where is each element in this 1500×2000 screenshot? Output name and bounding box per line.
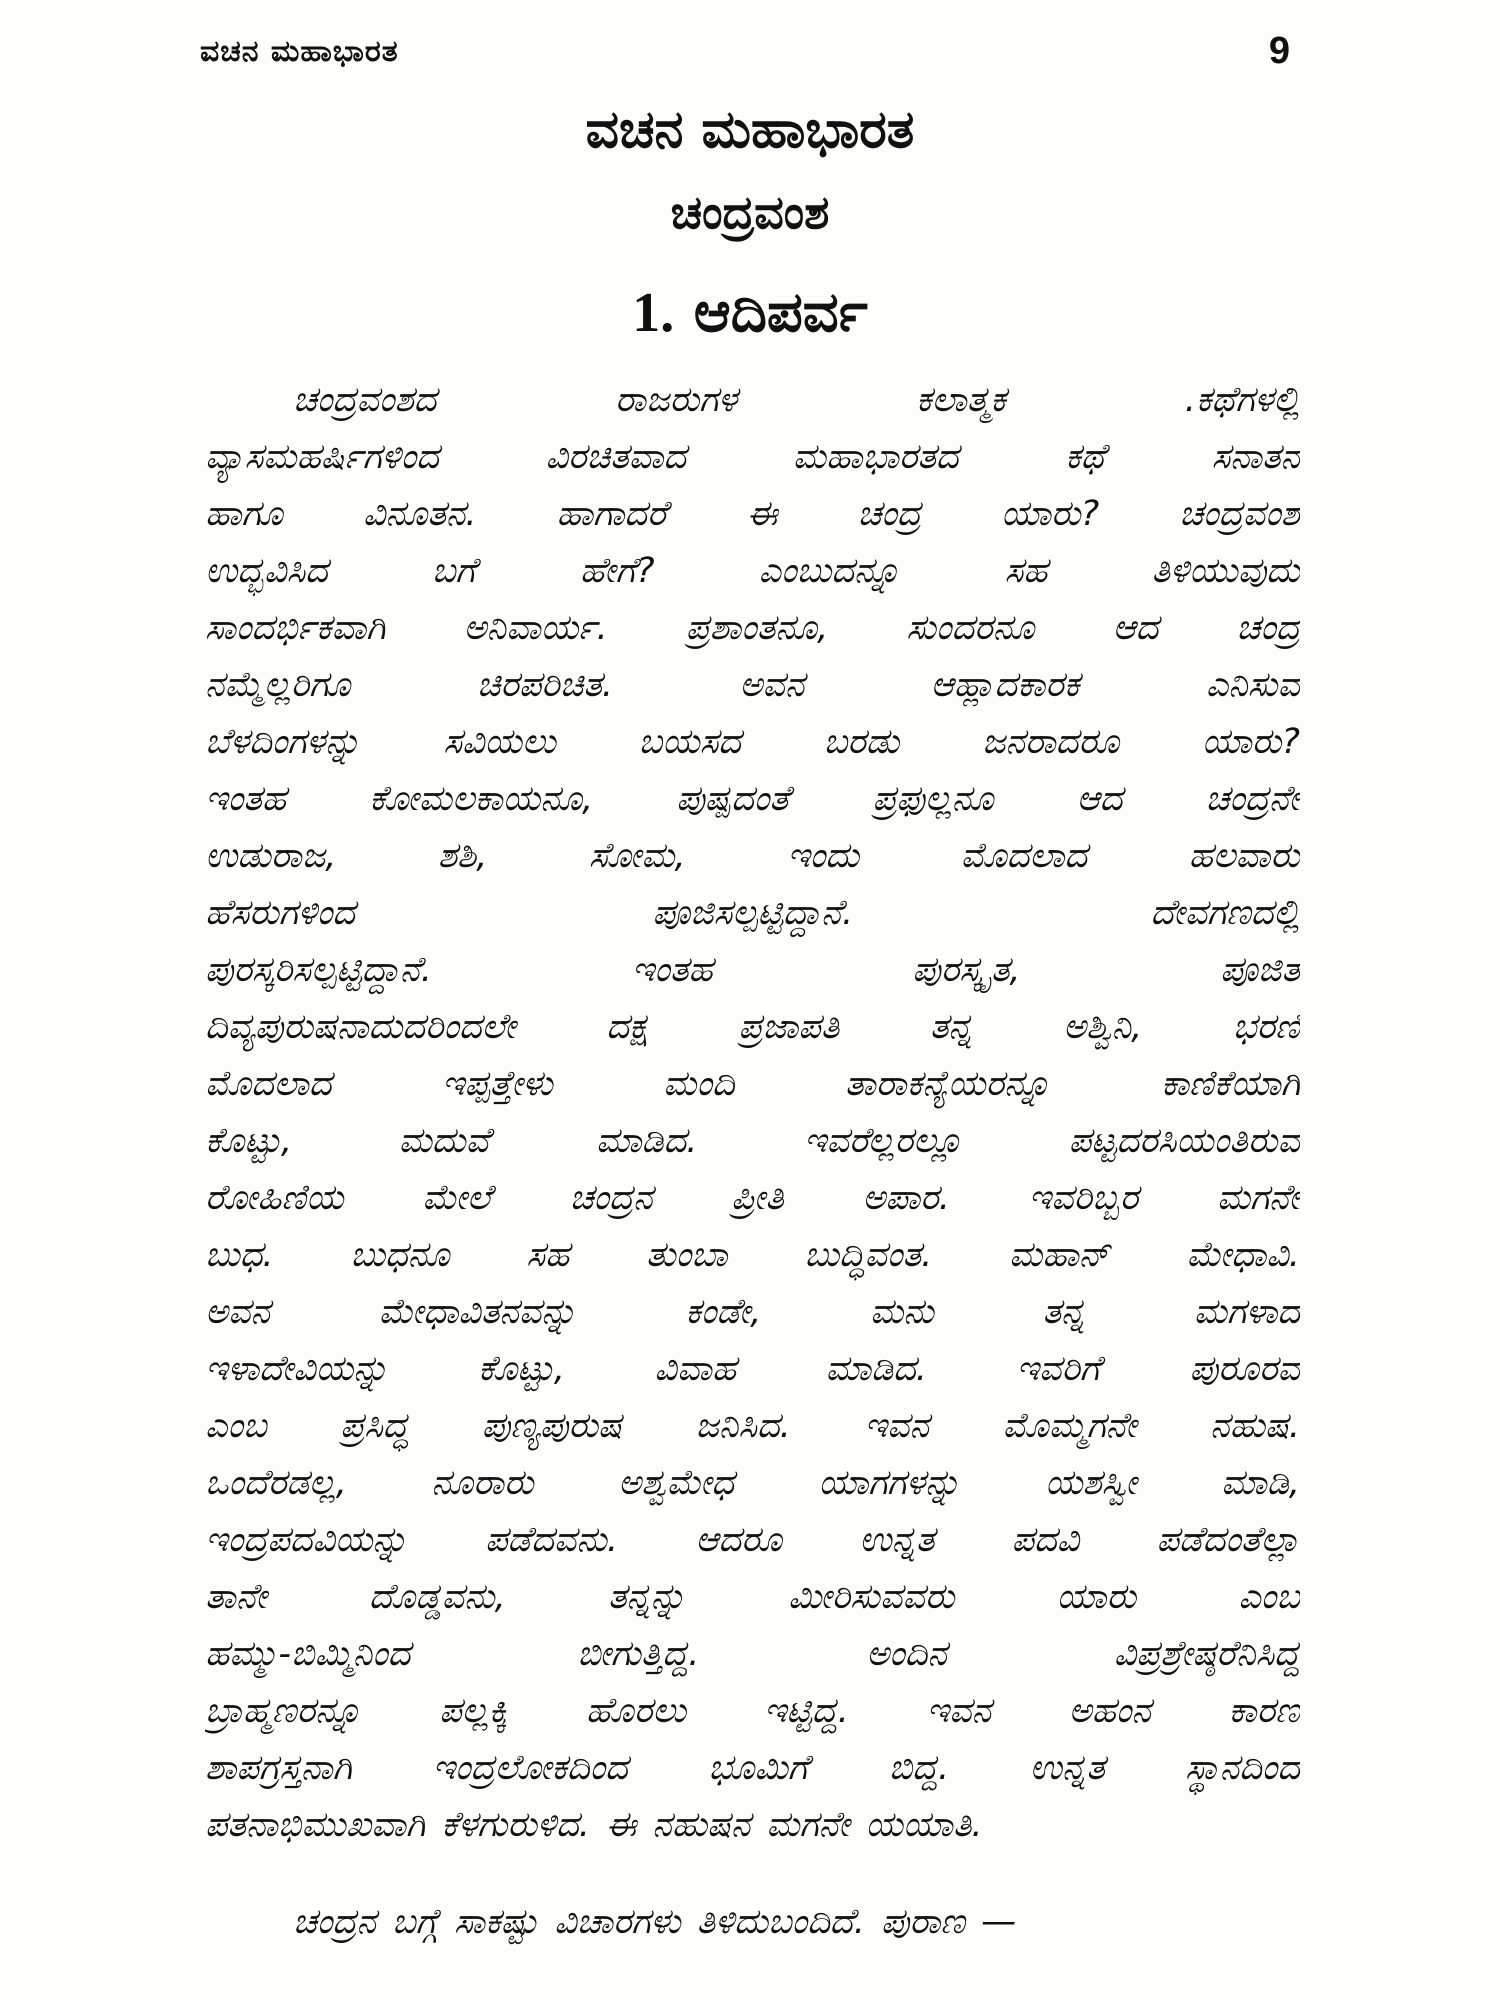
- word: ಪಲ್ಲಕ್ಕಿ: [439, 1691, 509, 1731]
- word: ಮೀರಿಸುವವರು: [788, 1577, 955, 1617]
- word: ಅಹಂನ: [1068, 1691, 1151, 1731]
- word: ನಹುಷ.: [1210, 1406, 1300, 1446]
- paragraph-1: [205, 372, 1300, 1854]
- word: ಬಗೆ: [431, 551, 476, 591]
- word: ಕಂಡೇ,: [685, 1292, 762, 1332]
- word: ಮೇಲೆ: [422, 1178, 492, 1218]
- word: ಬ್ರಾಹ್ಮಣರನ್ನೂ: [205, 1691, 362, 1731]
- text-line: [205, 1398, 1300, 1455]
- word: ಪೂಜಿಸಲ್ಪಟ್ಟಿದ್ದಾನೆ.: [652, 893, 854, 933]
- word: ಇವರಿಬ್ಬರ: [1028, 1178, 1139, 1218]
- word: ಪದವಿ: [1011, 1520, 1080, 1560]
- word: ಎಂಬುದನ್ನೂ: [758, 551, 901, 591]
- word: ವಿನೂತನ.: [362, 494, 477, 534]
- word: ಜನಿಸಿದ.: [695, 1406, 791, 1446]
- word: ಅವನ: [205, 1292, 270, 1332]
- word: ಬುಧ.: [205, 1235, 274, 1275]
- word: ಸುಂದರನೂ: [906, 608, 1035, 648]
- word: ಮದುವೆ: [398, 1121, 490, 1161]
- word: ಹೇಗೆ?: [579, 551, 655, 591]
- word: ಕಾಣಿಕೆಯಾಗಿ: [1160, 1064, 1300, 1104]
- word: ಮೊಮ್ಮಗನೇ: [1002, 1406, 1137, 1446]
- word: ರಾಜರುಗಳ: [615, 380, 738, 420]
- text-line: [205, 885, 1300, 942]
- word: ಶಾಪಗ್ರಸ್ತನಾಗಿ: [205, 1748, 352, 1788]
- running-header: [200, 30, 1300, 80]
- text-line: [205, 1455, 1300, 1512]
- word: ಯಾಗಗಳನ್ನು: [818, 1463, 961, 1503]
- word: ಅವನ: [739, 665, 805, 705]
- word: ಇಂತಹ: [631, 950, 713, 990]
- word: ಸಾಕಷ್ಟು: [454, 1902, 539, 1942]
- chapter-name: ಆದಿಪರ್ವ: [693, 280, 868, 345]
- word: ವಿಚಾರಗಳು: [554, 1902, 681, 1942]
- word: ಉಡುರಾಜ,: [205, 836, 337, 876]
- word: ಆದರೂ: [695, 1520, 782, 1560]
- word: ಇವರಿಗೆ: [1016, 1349, 1101, 1389]
- word: ಹೆಸರುಗಳಿಂದ: [205, 893, 356, 933]
- word: ಬುದ್ಧಿವಂತ.: [804, 1235, 933, 1275]
- word: ವ್ಯಾಸಮಹರ್ಷಿಗಳಿಂದ: [205, 437, 439, 477]
- word: ಮಹಾನ್: [1009, 1235, 1110, 1275]
- word: ಚಂದ್ರನ: [293, 1902, 377, 1942]
- word: ಮೇಧಾವಿತನವನ್ನು: [378, 1292, 577, 1332]
- word: —: [981, 1902, 1017, 1942]
- text-line: [205, 771, 1300, 828]
- word: ತನ್ನ: [1042, 1292, 1086, 1332]
- word: ಚಂದ್ರನೇ: [1205, 779, 1300, 819]
- word: ಇವರೆಲ್ಲರಲ್ಲೂ: [803, 1121, 963, 1161]
- word: ಪ್ರಶಾಂತನೂ,: [685, 608, 829, 648]
- word: ಈ: [605, 1805, 637, 1845]
- word: ಚಂದ್ರವಂಶ: [1179, 494, 1300, 534]
- word: ಚಂದ್ರ: [1236, 608, 1300, 648]
- word: ಚಿರಪರಿಚಿತ.: [476, 665, 613, 705]
- word: ಯಾರು?: [1001, 494, 1100, 534]
- text-line: [205, 372, 1300, 429]
- text-line: [205, 1626, 1300, 1683]
- word: ತಾರಾಕನ್ಯೆಯರನ್ನೂ: [844, 1064, 1051, 1104]
- word: ಮೊದಲಾದ: [960, 836, 1088, 876]
- word: ಮಗಳಾದ: [1193, 1292, 1300, 1332]
- word: ಪುರಸ್ಕರಿಸಲ್ಪಟ್ಟಿದ್ದಾನೆ.: [205, 950, 432, 990]
- word: ಎಂಬ: [205, 1406, 267, 1446]
- word: ಕೋಮಲಕಾಯನೂ,: [369, 779, 594, 819]
- word: ಮಾಡಿದ.: [825, 1349, 927, 1389]
- word: ಪ್ರಜಾಪತಿ: [738, 1007, 840, 1047]
- word: ಹಮ್ಮು-ಬಿಮ್ಮಿನಿಂದ: [205, 1634, 411, 1674]
- word: ಕೊಟ್ಟು,: [477, 1349, 566, 1389]
- word: ಆದ: [1076, 779, 1123, 819]
- word: ದಕ್ಷ: [606, 1007, 648, 1047]
- word: ಚಂದ್ರನ: [569, 1178, 653, 1218]
- word: ಇವನ: [864, 1406, 929, 1446]
- word: ಇವನ: [926, 1691, 992, 1731]
- word: ಹೊರಲು: [585, 1691, 687, 1731]
- text-line: [205, 1227, 1300, 1284]
- text-line: [205, 1894, 1300, 1951]
- word: ಇಂತಹ: [205, 779, 287, 819]
- word: ದೊಡ್ಡವನು,: [369, 1577, 506, 1617]
- word: ಸವಿಯಲು: [443, 722, 556, 762]
- word: ತಾನೇ: [205, 1577, 267, 1617]
- text-line: [205, 1056, 1300, 1113]
- body-text: [205, 372, 1300, 1951]
- word: ಆದ: [1112, 608, 1159, 648]
- word: ಈ: [747, 494, 778, 534]
- text-line: [205, 1170, 1300, 1227]
- word: ಬಯಸದ: [638, 722, 741, 762]
- word: ಮಂದಿ: [663, 1064, 735, 1104]
- word: ತನ್ನ: [929, 1007, 973, 1047]
- word: ಪುರಸ್ಕೃತ,: [912, 950, 1021, 990]
- word: ಹಾಗೂ: [205, 494, 283, 534]
- text-line: [205, 828, 1300, 885]
- word: ಉನ್ನತ: [1029, 1748, 1105, 1788]
- word: ನಮ್ಮೆಲ್ಲರಿಗೂ: [205, 665, 351, 705]
- word: ಬುಧನೂ: [350, 1235, 450, 1275]
- word: ಬರಡು: [823, 722, 900, 762]
- text-line: [205, 942, 1300, 999]
- word: ಸಾಂದರ್ಭಿಕವಾಗಿ: [205, 608, 386, 648]
- text-line: [205, 714, 1300, 771]
- word: ಅಶ್ವಿನಿ,: [1063, 1007, 1143, 1047]
- word: ಸಹ: [1004, 551, 1048, 591]
- word: ಮಹಾಭಾರತದ: [792, 437, 959, 477]
- word: ಆಹ್ಲಾದಕಾರಕ: [930, 665, 1080, 705]
- word: ರೋಹಿಣಿಯ: [205, 1178, 344, 1218]
- chapter-number: 1.: [632, 282, 675, 344]
- page-number: 9: [1268, 30, 1290, 72]
- word: ತುಂಬಾ: [646, 1235, 728, 1275]
- chapter-title: [0, 280, 1500, 346]
- word: ಇಂದ್ರಪದವಿಯನ್ನು: [205, 1520, 408, 1560]
- word: ವಿಪ್ರಶ್ರೇಷ್ಠರೆನಿಸಿದ್ದ: [1113, 1634, 1300, 1674]
- word: ಕಾರಣ: [1228, 1691, 1300, 1731]
- word: ಭೂಮಿಗೆ: [708, 1748, 809, 1788]
- word: ಬಗ್ಗೆ: [392, 1902, 439, 1942]
- text-line: [205, 543, 1300, 600]
- word: ಇಟ್ಟಿದ್ದ.: [763, 1691, 849, 1731]
- word: ಇಳಾದೇವಿಯನ್ನು: [205, 1349, 389, 1389]
- word: ಯಯಾತಿ.: [865, 1805, 983, 1845]
- word: ಪುರಾಣ: [880, 1902, 966, 1942]
- word: ಪ್ರೀತಿ: [731, 1178, 784, 1218]
- text-line: [205, 1797, 1300, 1854]
- text-line: [205, 1341, 1300, 1398]
- text-line: [205, 1284, 1300, 1341]
- text-line: [205, 1683, 1300, 1740]
- word: ಪುಷ್ಪದಂತೆ: [676, 779, 790, 819]
- text-line: [205, 429, 1300, 486]
- word: ಪಡೆದಂತೆಲ್ಲಾ: [1156, 1520, 1300, 1560]
- word: ಯಾರು: [1056, 1577, 1137, 1617]
- word: ಸ್ಥಾನದಿಂದ: [1185, 1748, 1300, 1788]
- text-line: [205, 1740, 1300, 1797]
- word: ದಿವ್ಯಪುರುಷನಾದುದರಿಂದಲೇ: [205, 1007, 516, 1047]
- word: ಚಂದ್ರ: [857, 494, 922, 534]
- word: ತಿಳಿದುಬಂದಿದೆ.: [696, 1902, 865, 1942]
- word: ಅನಿವಾರ್ಯ.: [463, 608, 608, 648]
- running-title: ವಚನ ಮಹಾಭಾರತ: [200, 34, 399, 69]
- word: ನೂರಾರು: [431, 1463, 534, 1503]
- text-line: [205, 1569, 1300, 1626]
- word: ಯಾರು?: [1201, 722, 1300, 762]
- word: ಬೀಗುತ್ತಿದ್ದ.: [577, 1634, 700, 1674]
- word: ಯಶಸ್ವೀ: [1045, 1463, 1137, 1503]
- word: ಎಂಬ: [1238, 1577, 1300, 1617]
- word: ಕೆಳಗುರುಳಿದ.: [441, 1805, 590, 1845]
- word: ನಹುಷನ: [652, 1805, 751, 1845]
- word: ಸನಾತನ: [1211, 437, 1300, 477]
- word: ಬೆಳದಿಂಗಳನ್ನು: [205, 722, 361, 762]
- text-line: [205, 600, 1300, 657]
- word: ಮಾಡಿದ.: [595, 1121, 698, 1161]
- word: ಹಲವಾರು: [1188, 836, 1300, 876]
- word: ಮೊದಲಾದ: [205, 1064, 332, 1104]
- word: ದೇವಗಣದಲ್ಲಿ: [1150, 893, 1300, 933]
- text-line: [205, 657, 1300, 714]
- word: ಬಿದ್ದ.: [888, 1748, 950, 1788]
- word: ಮಗನೇ: [1216, 1178, 1300, 1218]
- word: ಅಶ್ವಮೇಧ: [618, 1463, 735, 1503]
- word: ಕಲಾತ್ಮಕ: [916, 380, 1006, 420]
- word: ಮಾಡಿ,: [1221, 1463, 1300, 1503]
- word: ಪತನಾಭಿಮುಖವಾಗಿ: [205, 1805, 426, 1845]
- text-line: [205, 486, 1300, 543]
- text-line: [205, 1512, 1300, 1569]
- word: ತನ್ನನ್ನು: [607, 1577, 687, 1617]
- word: ಪ್ರಫುಲ್ಲನೂ: [872, 779, 994, 819]
- word: ಕಥೆ: [1065, 437, 1105, 477]
- word: ಜನರಾದರೂ: [981, 722, 1120, 762]
- word: ಅಂದಿನ: [866, 1634, 947, 1674]
- word: ಕೊಟ್ಟು,: [205, 1121, 293, 1161]
- word: ಸೋಮ,: [588, 836, 686, 876]
- word: ಚಂದ್ರವಂಶದ: [293, 380, 437, 420]
- word: ಎನಿಸುವ: [1205, 665, 1300, 705]
- paragraph-2: [205, 1894, 1300, 1951]
- word: ವಿವಾಹ: [654, 1349, 737, 1389]
- word: ಪೂಜಿತ: [1220, 950, 1300, 990]
- word: ಇಪ್ಪತ್ತೇಳು: [441, 1064, 553, 1104]
- word: ಹಾಗಾದರೆ: [556, 494, 667, 534]
- word: ಪಟ್ಟದರಸಿಯಂತಿರುವ: [1068, 1121, 1300, 1161]
- paragraph-gap: [205, 1854, 1300, 1894]
- book-title: ವಚನ ಮಹಾಭಾರತ: [585, 100, 915, 160]
- word: ಒಂದೆರಡಲ್ಲ,: [205, 1463, 347, 1503]
- word: ಭರಣಿ: [1232, 1007, 1300, 1047]
- word: ವಿರಚಿತವಾದ: [545, 437, 687, 477]
- word: ಪ್ರಸಿದ್ಧ: [340, 1406, 409, 1446]
- word: ಉದ್ಭವಿಸಿದ: [205, 551, 328, 591]
- word: ಮನು: [870, 1292, 934, 1332]
- word: ಪಡೆದವನು.: [485, 1520, 619, 1560]
- word: ಮೇಧಾವಿ.: [1186, 1235, 1300, 1275]
- word: ತಿಳಿಯುವುದು: [1151, 551, 1300, 591]
- word: ಉನ್ನತ: [859, 1520, 935, 1560]
- word: ಸಹ: [526, 1235, 570, 1275]
- word: ಪುರೂರವ: [1189, 1349, 1300, 1389]
- text-line: [205, 1113, 1300, 1170]
- word: ಶಶಿ,: [437, 836, 488, 876]
- word: ಮಗನೇ: [766, 1805, 850, 1845]
- word: ಇಂದು: [787, 836, 860, 876]
- word: .ಕಥೆಗಳಲ್ಲಿ: [1184, 380, 1300, 420]
- section-title: ಚಂದ್ರವಂಶ: [670, 185, 830, 239]
- word: ಅಪಾರ.: [862, 1178, 950, 1218]
- text-line: [205, 999, 1300, 1056]
- word: ಇಂದ್ರಲೋಕದಿಂದ: [432, 1748, 628, 1788]
- word: ಪುಣ್ಯಪುರುಷ: [481, 1406, 622, 1446]
